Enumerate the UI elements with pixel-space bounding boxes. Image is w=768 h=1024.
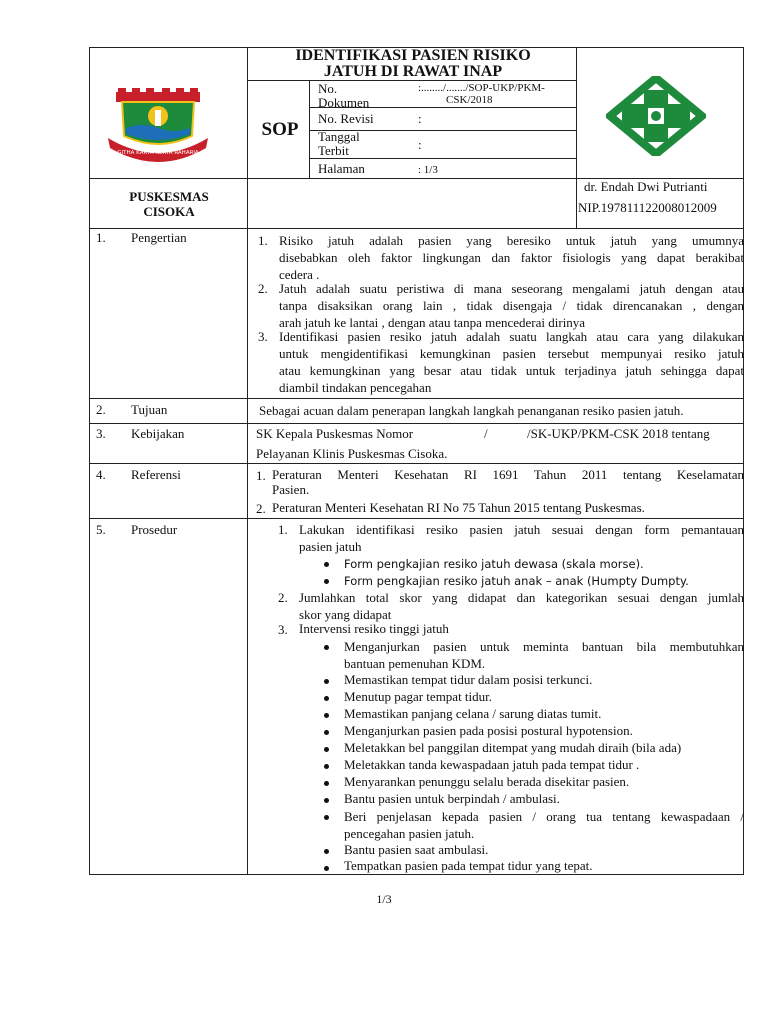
bullet-icon [324,562,329,567]
referensi-item-1: Peraturan Menteri Kesehatan RI 1691 Tahun 2011 tentang Keselamatan Pasien. [272,467,744,497]
pengertian-item-1: Risiko jatuh adalah pasien yang beresiko untuk jatuh yang umumnya disebabkan oleh faktor lingkungan dan faktor fisiologis yang dapat berakibat cedera . [279,233,744,282]
bullet-icon [324,781,329,786]
section-label-kebijakan: Kebijakan [131,426,185,441]
prosedur-step-2: Jumlahkan total skor yang didapat dan kategorikan sesuai dengan jumlah skor yang didapat [299,590,744,622]
list-number: 1. [278,522,288,537]
section-number: 5. [96,522,106,537]
bullet-icon [324,579,329,584]
intervensi-item: Meletakkan tanda kewaspadaan jatuh pada tempat tidur . [344,757,640,772]
header-row-divider [248,80,577,81]
column-divider [247,47,248,875]
row-divider [89,518,744,519]
kebijakan-slash: / [484,426,488,441]
regency-emblem-logo [106,88,210,166]
referensi-item-2: Peraturan Menteri Kesehatan RI No 75 Tahun 2015 tentang Puskesmas. [272,500,645,515]
bullet-icon [324,849,329,854]
field-value-halaman: : 1/3 [418,164,438,176]
field-value-no-dokumen: :......../......./SOP-UKP/PKM- CSK/2018 [418,82,545,106]
bullet-icon [324,696,329,701]
bullet-icon [324,815,329,820]
field-value-no-revisi: : [418,111,422,126]
bullet-icon [324,798,329,803]
intervensi-item: Meletakkan bel panggilan ditempat yang mudah diraih (bila ada) [344,740,682,755]
signer-name: dr. Endah Dwi Putrianti [584,179,708,194]
document-title: IDENTIFIKASI PASIEN RISIKO JATUH DI RAWAT INAP [295,47,531,80]
section-number: 1. [96,230,106,245]
bullet-icon [324,713,329,718]
section-number: 3. [96,426,106,441]
row-divider [89,398,744,399]
bullet-icon [324,645,329,650]
prosedur-form-dewasa: Form pengkajian resiko jatuh dewasa (skala morse). [344,557,644,571]
intervensi-item: Memastikan tempat tidur dalam posisi terkunci. [344,672,593,687]
field-value-tanggal-terbit: : [418,137,422,152]
section-number: 4. [96,467,106,482]
intervensi-item: Menutup pagar tempat tidur. [344,689,493,704]
prosedur-form-anak: Form pengkajian resiko jatuh anak – anak (Humpty Dumpty. [344,574,689,588]
intervensi-item: Menyarankan penunggu selalu berada disekitar pasien. [344,774,630,789]
pengertian-item-2: Jatuh adalah suatu peristiwa di mana seseorang mengalami jatuh dengan atau tanpa disaksikan orang lain , tidak disengaja / tidak direncanakan , dengan arah jatuh ke lantai , dengan atau tanpa mencederai dirinya [279,281,744,330]
list-number: 1. [256,468,266,483]
tujuan-text: Sebagai acuan dalam penerapan langkah langkah penanganan resiko pasien jatuh. [259,403,684,418]
table-border-right [743,47,744,875]
bullet-icon [324,730,329,735]
row-divider [89,463,744,464]
section-label-referensi: Referensi [131,467,181,482]
field-label-halaman: Halaman [318,161,365,176]
list-number: 3. [278,622,288,637]
puskesmas-cross-logo [606,76,706,156]
table-border-left [89,47,90,875]
bullet-icon [324,764,329,769]
kebijakan-line-2: Pelayanan Klinis Puskesmas Cisoka. [256,446,448,461]
list-number: 1. [258,233,268,248]
field-divider [310,158,577,159]
row-divider [89,228,744,229]
kebijakan-sk-code: /SK-UKP/PKM-CSK 2018 tentang [527,426,710,441]
row-divider [89,423,744,424]
intervensi-item: Menganjurkan pasien pada posisi postural hypotension. [344,723,633,738]
emblem-motto: GITHA KARYA KERTA RAHARJA [117,150,199,156]
kebijakan-sk-nomor: SK Kepala Puskesmas Nomor [256,426,414,441]
section-label-pengertian: Pengertian [131,230,187,245]
intervensi-item: Menganjurkan pasien untuk meminta bantuan bila membutuhkan bantuan pemenuhan KDM. [344,639,744,671]
intervensi-item: Beri penjelasan kepada pasien / orang tua tentang kewaspadaan / pencegahan pasien jatuh. [344,809,744,841]
field-label-no-revisi: No. Revisi [318,111,374,126]
section-label-tujuan: Tujuan [131,402,168,417]
bullet-icon [324,679,329,684]
table-border-bottom [89,874,744,875]
field-label-no-dokumen: No. Dokumen [318,81,370,110]
list-number: 2. [256,501,266,516]
signer-nip: NIP.197811122008012009 [578,200,717,215]
list-number: 2. [258,281,268,296]
list-number: 2. [278,590,288,605]
section-number: 2. [96,402,106,417]
list-number: 3. [258,329,268,344]
prosedur-step-3: Intervensi resiko tinggi jatuh [299,621,449,636]
intervensi-item: Bantu pasien untuk berpindah / ambulasi. [344,791,560,806]
header-right-divider [576,47,577,229]
sop-label: SOP [261,119,299,140]
intervensi-item: Tempatkan pasien pada tempat tidur yang tepat. [344,858,593,873]
section-label-prosedur: Prosedur [131,522,178,537]
field-label-tanggal-terbit: Tanggal Terbit [318,129,360,158]
intervensi-item: Memastikan panjang celana / sarung diatas tumit. [344,706,602,721]
organization-name: PUSKESMAS CISOKA [129,189,209,219]
page-number: 1/3 [376,892,392,906]
sop-column-divider [309,80,310,179]
prosedur-step-1: Lakukan identifikasi resiko pasien jatuh sesuai dengan form pemantauan pasien jatuh [299,522,744,554]
intervensi-item: Bantu pasien saat ambulasi. [344,842,489,857]
bullet-icon [324,866,329,871]
bullet-icon [324,747,329,752]
pengertian-item-3: Identifikasi pasien resiko jatuh adalah suatu langkah atau cara yang dilakukan untuk mengidentifikasi kemungkinan pasien tersebut mempunyai resiko jatuh atau kemungkinan yang besar atau tidak untuk terjadinya jatuh sehingga dapat diambil tindakan pencegahan [279,329,744,395]
